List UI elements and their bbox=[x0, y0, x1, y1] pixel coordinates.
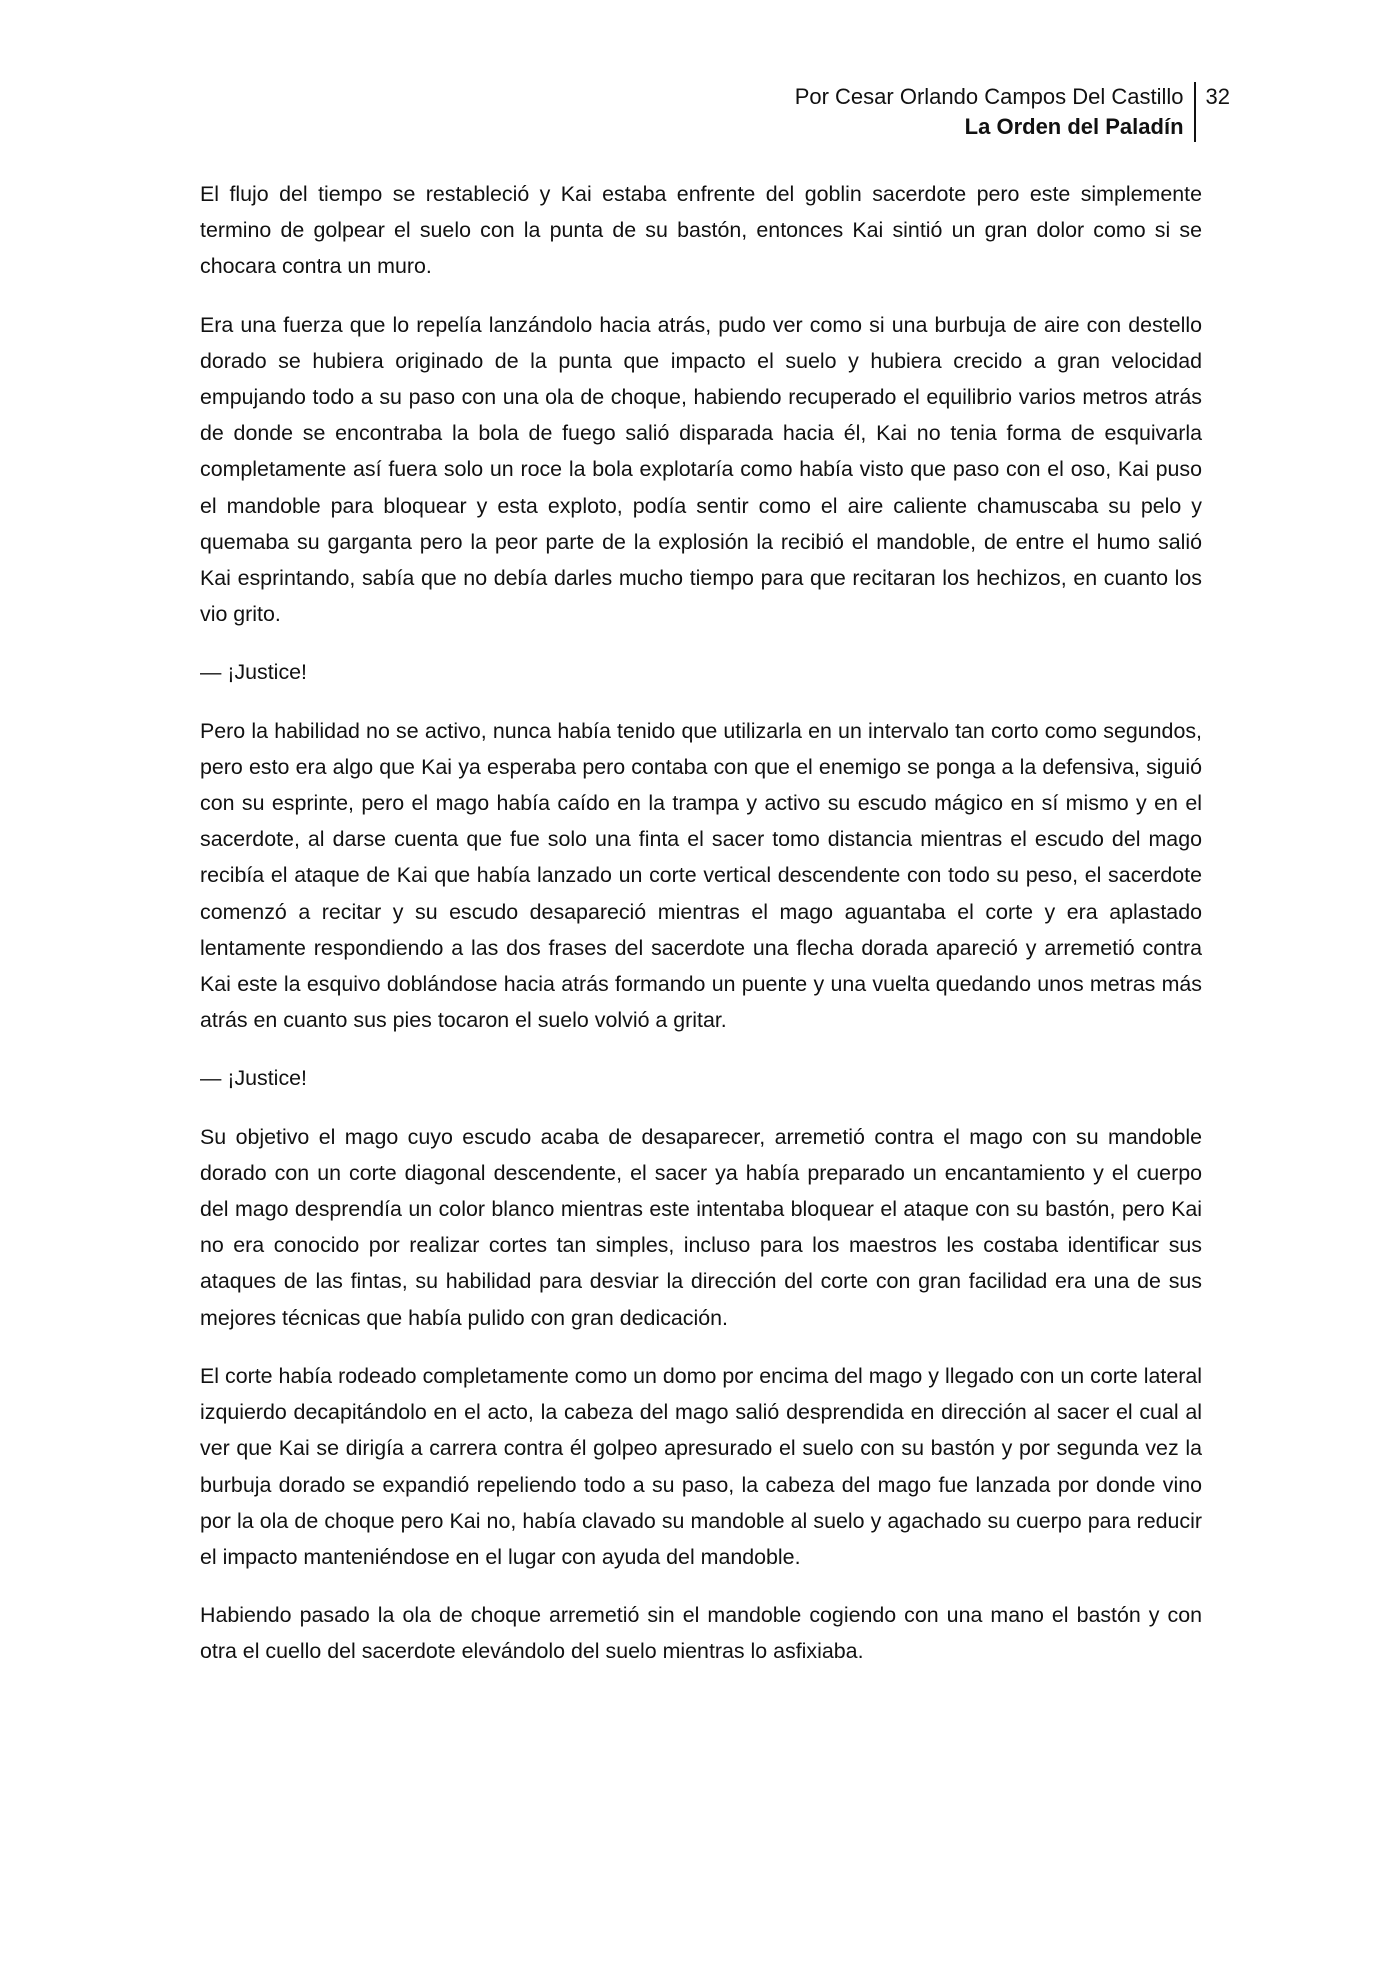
header-text-block bbox=[795, 82, 1196, 142]
page-number: 32 bbox=[1205, 84, 1230, 109]
dialogue-line: — ¡Justice! bbox=[200, 1066, 307, 1091]
paragraph: Pero la habilidad no se activo, nunca había tenido que utilizarla en un intervalo tan corto como segundos, pero esto era algo que Kai ya esperaba pero contaba con que el enemigo se ponga a la defensiva, siguió con su esprinte, pero el mago había caído en la trampa y activo su escudo mágico en sí mismo y en el sacerdote, al darse cuenta que fue solo una finta el sacer tomo distancia mientras el escudo del mago recibía el ataque de Kai que había lanzado un corte vertical descendente con todo su peso, el sacerdote comenzó a recitar y su escudo desapareció mientras el mago aguantaba el corte y era aplastado lentamente respondiendo a las dos frases del sacerdote una flecha dorada apareció y arremetió contra Kai este la esquivo doblándose hacia atrás formando un puente y una vuelta quedando unos metras más atrás en cuanto sus pies tocaron el suelo volvió a gritar. bbox=[200, 718, 1202, 1033]
paragraph: Era una fuerza que lo repelía lanzándolo hacia atrás, pudo ver como si una burbuja de aire con destello dorado se hubiera originado de la punta que impacto el suelo y hubiera crecido a gran velocidad empujando todo a su paso con una ola de choque, habiendo recuperado el equilibrio varios metros atrás de donde se encontraba la bola de fuego salió disparada hacia él, Kai no tenia forma de esquivarla completamente así fuera solo un roce la bola explotaría como había visto que paso con el oso, Kai puso el mandoble para bloquear y esta exploto, podía sentir como el aire caliente chamuscaba su pelo y quemaba su garganta pero la peor parte de la explosión la recibió el mandoble, de entre el humo salió Kai esprintando, sabía que no debía darles mucho tiempo para que recitaran los hechizos, en cuanto los vio grito. bbox=[200, 312, 1202, 627]
dialogue-line: — ¡Justice! bbox=[200, 660, 307, 685]
paragraph: Su objetivo el mago cuyo escudo acaba de desaparecer, arremetió contra el mago con su mandoble dorado con un corte diagonal descendente, el sacer ya había preparado un encantamiento y el cuerpo del mago desprendía un color blanco mientras este intentaba bloquear el ataque con su bastón, pero Kai no era conocido por realizar cortes tan simples, incluso para los maestros les costaba identificar sus ataques de las fintas, su habilidad para desviar la dirección del corte con gran facilidad era una de sus mejores técnicas que había pulido con gran dedicación. bbox=[200, 1124, 1202, 1330]
body-text bbox=[200, 176, 1202, 1692]
header-author: Por Cesar Orlando Campos Del Castillo bbox=[794, 84, 1184, 109]
paragraph: El flujo del tiempo se restableció y Kai estaba enfrente del goblin sacerdote pero este simplemente termino de golpear el suelo con la punta de su bastón, entonces Kai sintió un gran dolor como si se chocara contra un muro. bbox=[200, 182, 1202, 279]
page-header bbox=[795, 82, 1230, 142]
header-book-title: La Orden del Paladín bbox=[964, 114, 1184, 139]
paragraph: El corte había rodeado completamente como un domo por encima del mago y llegado con un corte lateral izquierdo decapitándolo en el acto, la cabeza del mago salió desprendida en dirección al sacer el cual al ver que Kai se dirigía a carrera contra él golpeo apresurado el suelo con su bastón y por segunda vez la burbuja dorado se expandió repeliendo todo a su paso, la cabeza del mago fue lanzada por donde vino por la ola de choque pero Kai no, había clavado su mandoble al suelo y agachado su cuerpo para reducir el impacto manteniéndose en el lugar con ayuda del mandoble. bbox=[200, 1363, 1202, 1569]
paragraph: Habiendo pasado la ola de choque arremetió sin el mandoble cogiendo con una mano el bastón y con otra el cuello del sacerdote elevándolo del suelo mientras lo asfixiaba. bbox=[200, 1603, 1202, 1664]
